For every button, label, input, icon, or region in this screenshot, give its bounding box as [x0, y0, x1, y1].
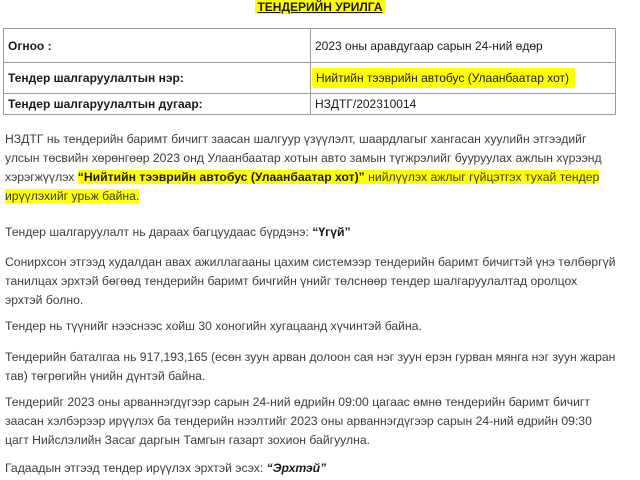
tender-number-label: Тендер шалгаруулалтын дугаар:: [4, 94, 311, 115]
invitation-highlight: [5, 170, 599, 203]
tender-name-value: Нийтийн тээврийн автобус (Улаанбаатар хот): [312, 68, 575, 88]
date-value: 2023 оны аравдугаар сарын 24-ний өдөр: [311, 29, 616, 63]
page-title-text: ТЕНДЕРИЙН УРИЛГА: [257, 0, 383, 14]
invitation-highlight-text: нийлүүлэх ажлыг гүйцэтгэх тухай тендер ирүүлэхийг урьж байна.: [5, 170, 600, 203]
tender-number-value: НЗДТГ/202310014: [311, 94, 616, 115]
table-row: [4, 94, 616, 115]
validity-paragraph: Тендер нь түүнийг нээснээс хойш 30 хоногийн хугацаанд хүчинтэй байна.: [5, 319, 422, 333]
lots-text: Тендер шалгаруулалт нь дараах багцуудаас бүрдэнэ:: [5, 225, 313, 239]
foreign-paragraph: [5, 459, 617, 478]
access-paragraph: Сонирхсон этгээд худалдан авах ажиллагааны цахим системээр тендерийн баримт бичигтэй үнэ төлбөргүй танилцах эрхтэй бөгөөд тендерийн баримт бичгийн үнийг төлснөөр тендер шалгаруулалтад оролцох эрхтэй болно.: [5, 255, 616, 307]
table-row: [4, 29, 616, 63]
tender-name-cell: [311, 63, 616, 94]
lots-paragraph: [5, 223, 617, 242]
invitation-text: НЗДТГ нь тендерийн баримт бичигт заасан шалгуур үзүүлэлт, шаардлагыг хангасан хуулийн этгээдийг улсын төсвийн хөрөнгөөр 2023 онд Улаанбаатар хотын авто замын түгжрэлийг бууруулах ажлын хүрээнд хэрэгжүүлэх: [5, 132, 602, 184]
lots-value: “Үгүй”: [312, 225, 351, 239]
tender-name-label: Тендер шалгаруулалтын нэр:: [4, 63, 311, 94]
page-title: [0, 0, 640, 14]
foreign-value: “Эрхтэй”: [266, 461, 327, 475]
invitation-paragraph: [5, 130, 617, 206]
foreign-text: Гадаадын этгээд тендер ирүүлэх эрхтэй эсэх:: [5, 461, 267, 475]
guarantee-paragraph: Тендерийн баталгаа нь 917,193,165 (есөн зуун арван долоон сая нэг зуун ерэн гурван мянга нэг зуун жаран тав) төгрөгийн үнийн дүнтэй байна.: [5, 350, 616, 383]
invitation-highlight-bold: “Нийтийн тээврийн автобус (Улаанбаатар хот)”: [77, 170, 365, 184]
submission-paragraph: Тендерийг 2023 оны арваннэгдүгээр сарын 24-ний өдрийн 09:00 цагаас өмнө тендерийн баримт бичигт заасан хэлбэрээр ирүүлэх ба тендерийн нээлтийг 2023 оны арваннэгдүгээр сарын 24-ний өдрийн 09:30 цагт Нийслэлийн Засаг даргын Тамгын газарт зохион байгуулна.: [5, 395, 592, 447]
date-label: Огноо :: [4, 29, 311, 63]
table-row: [4, 63, 616, 94]
tender-info-table: [3, 28, 616, 115]
